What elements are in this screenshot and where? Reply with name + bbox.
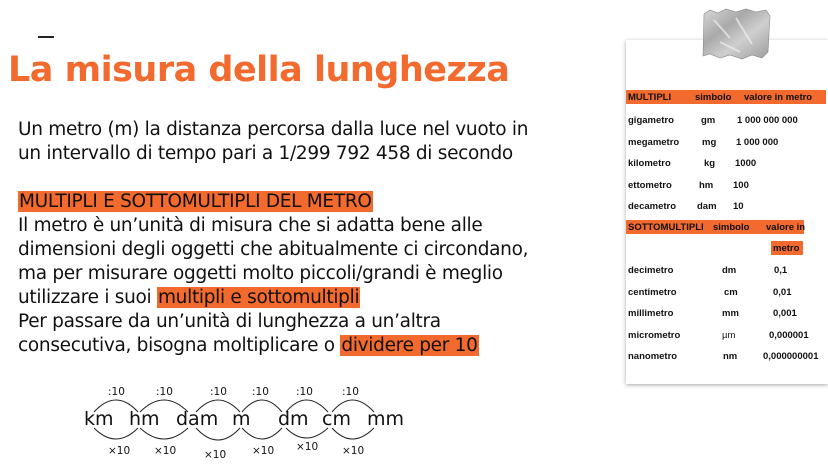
paragraph-line-6 <box>18 334 538 358</box>
table-cell: cm <box>724 287 738 298</box>
table-cell: hm <box>699 180 714 191</box>
section-heading: MULTIPLI E SOTTOMULTIPLI DEL METRO <box>19 191 372 212</box>
table-cell: 1000 <box>735 158 757 169</box>
paragraph-line-5: Per passare da un’unità di lunghezza a un’altra <box>18 311 441 332</box>
multipli-paragraph <box>18 190 538 358</box>
highlight-multipli: multipli e sottomultipli <box>157 287 360 308</box>
unit-hm: hm <box>129 408 160 430</box>
table-cell: centimetro <box>628 287 677 298</box>
table-cell: millimetro <box>628 308 674 319</box>
sotto-header-name: SOTTOMULTIPLI <box>628 222 704 233</box>
table-cell: gigametro <box>628 115 674 126</box>
highlight-dividere: dividere per 10 <box>341 335 478 356</box>
multipli-header-symbol: simbolo <box>695 92 732 103</box>
table-cell: 10 <box>733 201 744 212</box>
unit-dam: dam <box>176 408 219 430</box>
definition-text <box>18 118 538 166</box>
table-cell: kg <box>704 158 716 169</box>
table-cell: dm <box>722 265 737 276</box>
multipli-header-value: valore in metro <box>744 92 813 103</box>
decorative-dash <box>38 36 54 38</box>
table-cell: decimetro <box>628 265 674 276</box>
multiply-label: ×10 <box>204 449 227 461</box>
tape-graphic <box>700 8 772 60</box>
definition-line-2: un intervallo di tempo pari a 1/299 792 458 di secondo <box>18 143 513 164</box>
unit-mm: mm <box>367 408 405 430</box>
paragraph-line-3: ma per misurare oggetti molto piccoli/grandi è meglio <box>18 263 503 284</box>
multipli-header-name: MULTIPLI <box>628 92 672 103</box>
table-cell: 0,1 <box>774 265 788 276</box>
table-cell: kilometro <box>628 158 671 169</box>
multiply-label: ×10 <box>342 445 365 457</box>
multiply-label: ×10 <box>296 441 319 453</box>
sotto-header-value-unit: metro <box>773 243 800 254</box>
table-cell: 0,01 <box>773 287 792 298</box>
table-cell: gm <box>701 115 716 126</box>
table-cell: dam <box>697 201 717 212</box>
table-cell: 1 000 000 <box>736 137 779 148</box>
table-cell: micrometro <box>628 330 681 341</box>
table-cell: ettometro <box>628 180 672 191</box>
table-cell: megametro <box>628 137 680 148</box>
paragraph-line-6-text: consecutiva, bisogna moltiplicare o <box>18 335 341 356</box>
divide-label: :10 <box>252 386 269 398</box>
paragraph-line-4 <box>18 286 538 310</box>
multiply-label: ×10 <box>252 445 275 457</box>
divide-label: :10 <box>210 386 227 398</box>
table-cell: 0,000000001 <box>763 351 819 362</box>
divide-label: :10 <box>108 386 125 398</box>
units-table-card <box>626 40 828 384</box>
table-cell: mm <box>722 308 739 319</box>
conversion-chain <box>84 360 424 460</box>
table-cell: nanometro <box>628 351 678 362</box>
multiply-label: ×10 <box>154 445 177 457</box>
paragraph-line-1: Il metro è un’unità di misura che si adatta bene alle <box>18 215 483 236</box>
sotto-header-value: valore in <box>766 222 806 233</box>
paragraph-line-4-text: utilizzare i suoi <box>18 287 157 308</box>
unit-cm: cm <box>322 408 351 430</box>
sotto-header-symbol: simbolo <box>713 222 750 233</box>
table-cell: 1 000 000 000 <box>737 115 798 126</box>
table-cell: 100 <box>733 180 749 191</box>
unit-m: m <box>232 408 251 430</box>
table-cell: 0,000001 <box>769 330 809 341</box>
divide-label: :10 <box>296 386 313 398</box>
slide-title: La misura della lunghezza <box>8 50 510 90</box>
table-cell: mg <box>702 137 717 148</box>
multiply-label: ×10 <box>108 445 131 457</box>
unit-dm: dm <box>278 408 309 430</box>
table-cell: nm <box>723 351 738 362</box>
table-cell: decametro <box>628 201 677 212</box>
paragraph-line-2: dimensioni degli oggetti che abitualmente ci circondano, <box>18 239 529 260</box>
unit-km: km <box>84 408 114 430</box>
definition-line-1: Un metro (m) la distanza percorsa dalla luce nel vuoto in <box>18 119 529 140</box>
divide-label: :10 <box>156 386 173 398</box>
divide-label: :10 <box>342 386 359 398</box>
table-cell: 0,001 <box>773 308 797 319</box>
table-cell: µm <box>722 330 736 341</box>
